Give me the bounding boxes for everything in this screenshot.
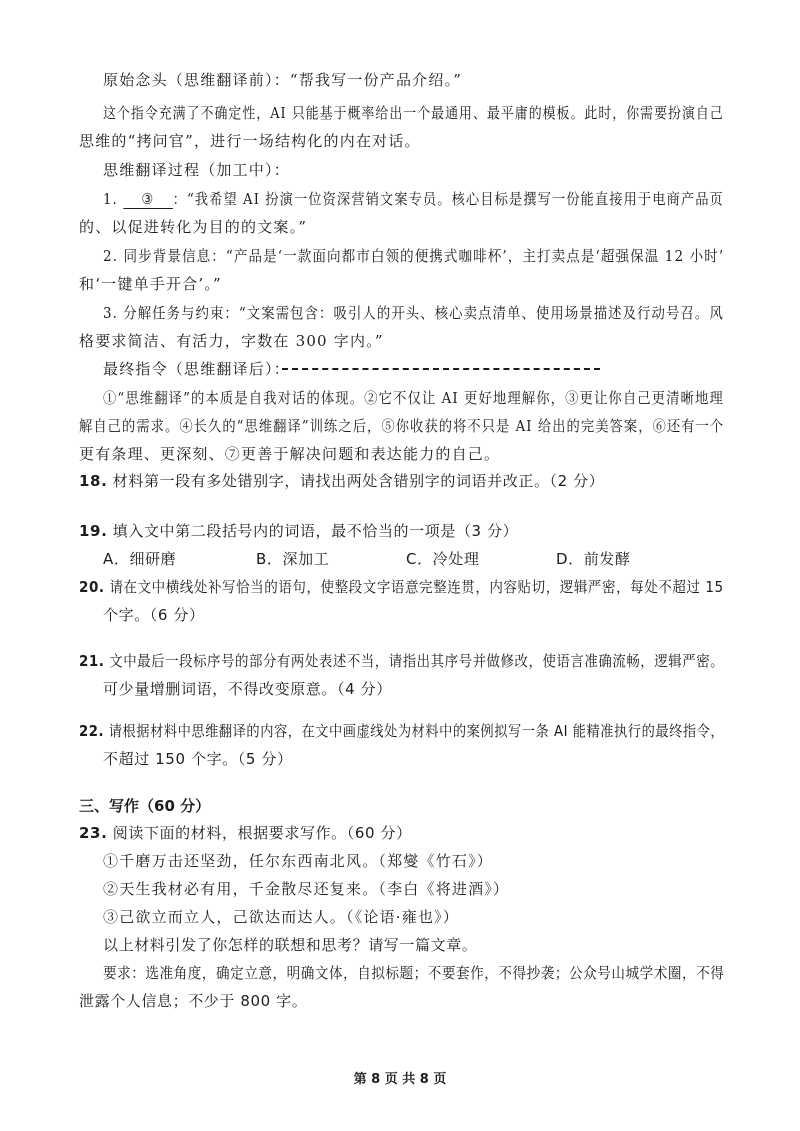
step-1-text: ：“我希望 AI 扮演一位资深营销文案专员。核心目标是撰写一份能直接用于电商产品页 [172,190,724,208]
question-22-line-1 [79,721,724,741]
paragraph-1-line-1: 这个指令充满了不确定性，AI 只能基于概率给出一个最通用、最平庸的模板。此时，你需要扮演自己 [103,104,724,122]
last-paragraph-line-1: ①“思维翻译”的本质是自我对话的体现。②它不仅让 AI 更好地理解你，③更让你自己更清晰地理 [103,389,724,407]
question-22-number: 22. [79,722,105,740]
last-paragraph-line-3: 更有条理、更深刻、⑦更善于解决问题和表达能力的自己。 [79,445,501,463]
final-instruction-label: 最终指令（思维翻译后）： [103,360,290,378]
question-20-line-2: 个字。（6 分） [103,606,205,624]
writing-requirements-line-1: 要求：选准角度，确定立意，明确文体，自拟标题；不要套作，不得抄袭；公众号山城学术圈，不得 [103,964,725,982]
question-21-number: 21. [79,652,105,670]
question-23-number: 23. [79,824,108,842]
process-label: 思维翻译过程（加工中）： [103,161,290,179]
question-18 [79,471,604,491]
step-3-line-2: 格要求简洁、有活力，字数在 300 字内。” [79,332,384,350]
step-1-prefix: 1. [103,190,118,208]
step-2-line-1: 2. 同步背景信息：“产品是‘一款面向都市白领的便携式咖啡杯’，主打卖点是‘超强保温 12 小时’ [103,247,725,265]
step-3-line-1: 3. 分解任务与约束：“文案需包含：吸引人的开头、核心卖点清单、使用场景描述及行动号召。风 [103,304,724,322]
writing-prompt: 以上材料引发了你怎样的联想和思考？请写一篇文章。 [103,936,478,954]
question-22-line-2: 不超过 150 个字。（5 分） [103,750,293,768]
question-19-option-d: D．前发酵 [556,550,631,568]
question-19 [79,521,518,541]
last-paragraph-line-2: 解自己的需求。④长久的“思维翻译”训练之后，⑤你收获的将不只是 AI 给出的完美答案，⑥还有一个 [79,417,725,435]
writing-quote-1: ①千磨万击还坚劲，任尔东西南北风。（郑燮《竹石》） [103,852,494,870]
step-2-line-2: 和‘一键单手开合’。” [79,275,222,293]
question-20-line-1 [79,577,724,597]
writing-quote-3: ③己欲立而立人，己欲达而达人。（《论语·雍也》） [103,908,460,926]
raw-thought-quote: “帮我写一份产品介绍。” [289,71,463,89]
question-19-text: 填入文中第二段括号内的词语，最不恰当的一项是（3 分） [112,522,519,540]
writing-requirements-line-2: 泄露个人信息；不少于 800 字。 [79,992,308,1010]
question-20-number: 20. [79,578,105,596]
final-instruction-dashed-line [282,368,600,370]
question-19-option-c: C．冷处理 [406,550,480,568]
question-23 [79,823,412,843]
question-21-line-2: 可少量增删词语，不得改变原意。（4 分） [103,680,392,698]
fill-blank-3: ③ [123,190,173,209]
paragraph-1-line-2: 思维的“拷问官”，进行一场结构化的内在对话。 [79,132,421,150]
question-19-option-a: A．细研磨 [103,550,177,568]
question-19-option-b: B．深加工 [256,550,330,568]
raw-thought-line [103,70,462,90]
writing-quote-2: ②天生我材必有用，千金散尽还复来。（李白《将进酒》） [103,880,510,898]
page-number-footer: 第 8 页 共 8 页 [353,1072,447,1087]
question-20-text: 请在文中横线处补写恰当的语句，使整段文字语意完整连贯，内容贴切，逻辑严密，每处不超过 15 [109,578,724,596]
question-19-number: 19. [79,522,108,540]
question-18-text: 材料第一段有多处错别字，请找出两处含错别字的词语并改正。（2 分） [112,472,605,490]
step-1-line-2: 的、以促进转化为目的的文案。” [79,218,308,236]
writing-section-title: 三、写作（60 分） [79,797,211,815]
question-21-line-1 [79,651,724,671]
question-23-text: 阅读下面的材料，根据要求写作。（60 分） [112,824,412,842]
step-1-line-1 [103,189,724,209]
question-22-text: 请根据材料中思维翻译的内容，在文中画虚线处为材料中的案例拟写一条 AI 能精准执行的最终指令， [108,722,725,740]
raw-thought-label: 原始念头（思维翻译前）： [103,71,290,89]
question-18-number: 18. [79,472,108,490]
question-21-text: 文中最后一段标序号的部分有两处表述不当，请指出其序号并做修改，使语言准确流畅，逻辑严密。 [109,652,725,670]
